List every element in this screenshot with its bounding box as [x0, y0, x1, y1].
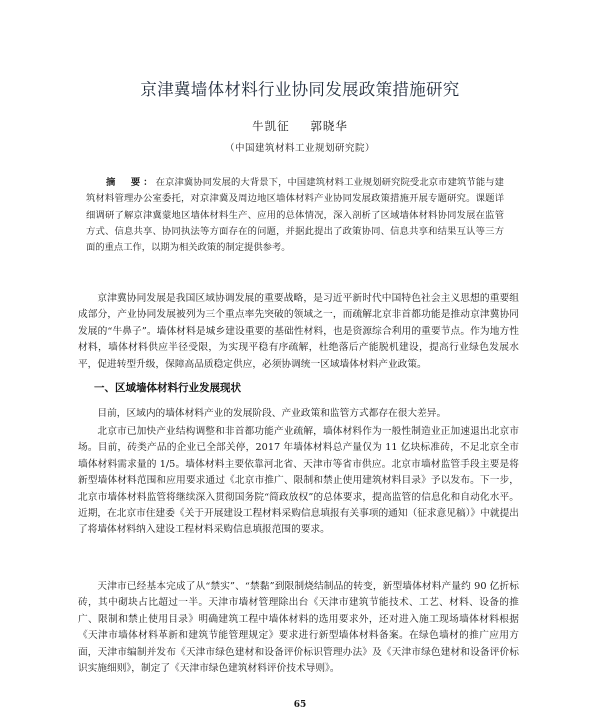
author-affiliation: （中国建筑材料工业规划研究院） — [224, 143, 375, 154]
body-paragraph: 北京市已加快产业结构调整和非首都功能产业疏解，墙体材料作为一般性制造业正加速退出北京市场。目前，砖类产品的企业已全部关停，2017 年墙体材料总产量仅为 11 亿块标准砖，不足北京全市墙体材料需求量的 1/5。墙体材料主要依靠河北省、天津市等省市供应。北京市墙材监管手段主要是将新型墙体材料范围和应用要求通过《北京市推广、限制和禁止使用建筑材料目录》予以发布。下一步，北京市墙体材料监管将继续深入贯彻国务院“简政放权”的总体要求，提高监管的信息化和自动化水平。近期，在北京市住建委《关于开展建设工程材料采购信息填报有关事项的通知（征求意见稿）》中就提出了将墙体材料纳入建设工程材料采购信息填报范围的要求。 — [78, 426, 519, 536]
author-name: 郭晓华 — [310, 119, 348, 133]
page-number: 65 — [293, 700, 307, 710]
section-heading: 一、区域墙体材料行业发展现状 — [94, 382, 241, 394]
article-title: 京津冀墙体材料行业协同发展政策措施研究 — [140, 80, 460, 99]
abstract — [86, 175, 504, 256]
abstract-label: 摘 要： — [106, 177, 156, 188]
author-name: 牛凯征 — [252, 119, 290, 133]
body-paragraph: 京津冀协同发展是我国区域协调发展的重要战略，是习近平新时代中国特色社会主义思想的重要组成部分，产业协同发展被列为三个重点率先突破的领域之一，而疏解北京非首都功能是推动京津冀协同发展的“牛鼻子”。墙体材料是城乡建设重要的基础性材料，也是资源综合利用的重要节点。作为地方性材料，墙体材料供应半径受限，为实现平稳有序疏解，杜绝落后产能脱机建设，提高行业绿色发展水平，促进转型升级，保障高品质稳定供应，必须协调统一区域墙体材料产业政策。 — [78, 293, 519, 370]
author-list — [0, 118, 600, 134]
body-paragraph: 目前，区域内的墙体材料产业的发展阶段、产业政策和监管方式都存在很大差异。 — [97, 408, 447, 419]
abstract-text: 在京津冀协同发展的大背景下，中国建筑材料工业规划研究院受北京市建筑节能与建筑材料管理办公室委托，对京津冀及周边地区墙体材料产业协同发展政策措施开展专题研究。课题详细调研了解京津冀蒙地区墙体材料生产、应用的总体情况，深入剖析了区域墙体材料协同发展在监管方式、信息共享、协同执法等方面存在的问题，并据此提出了政策协同、信息共享和结果互认等三方面的重点工作，以期为相关政策的制定提供参考。 — [86, 177, 504, 254]
body-paragraph: 天津市已经基本完成了从“禁实”、“禁黏”到限制烧结制品的转变，新型墙体材料产量约 90 亿折标砖，其中砌块占比超过一半。天津市墙材管理除出台《天津市建筑节能技术、工艺、材料、设备的推广、限制和禁止使用目录》明确建筑工程中墙体材料的选用要求外，还对进入施工现场墙体材料根据《天津市墙体材料革新和建筑节能管理规定》要求进行新型墙体材料备案。在绿色墙材的推广应用方面，天津市编制并发布《天津市绿色建材和设备评价标识管理办法》及《天津市绿色建材和设备评价标识实施细则》，制定了《天津市绿色建筑材料评价技术导则》。 — [78, 581, 519, 675]
